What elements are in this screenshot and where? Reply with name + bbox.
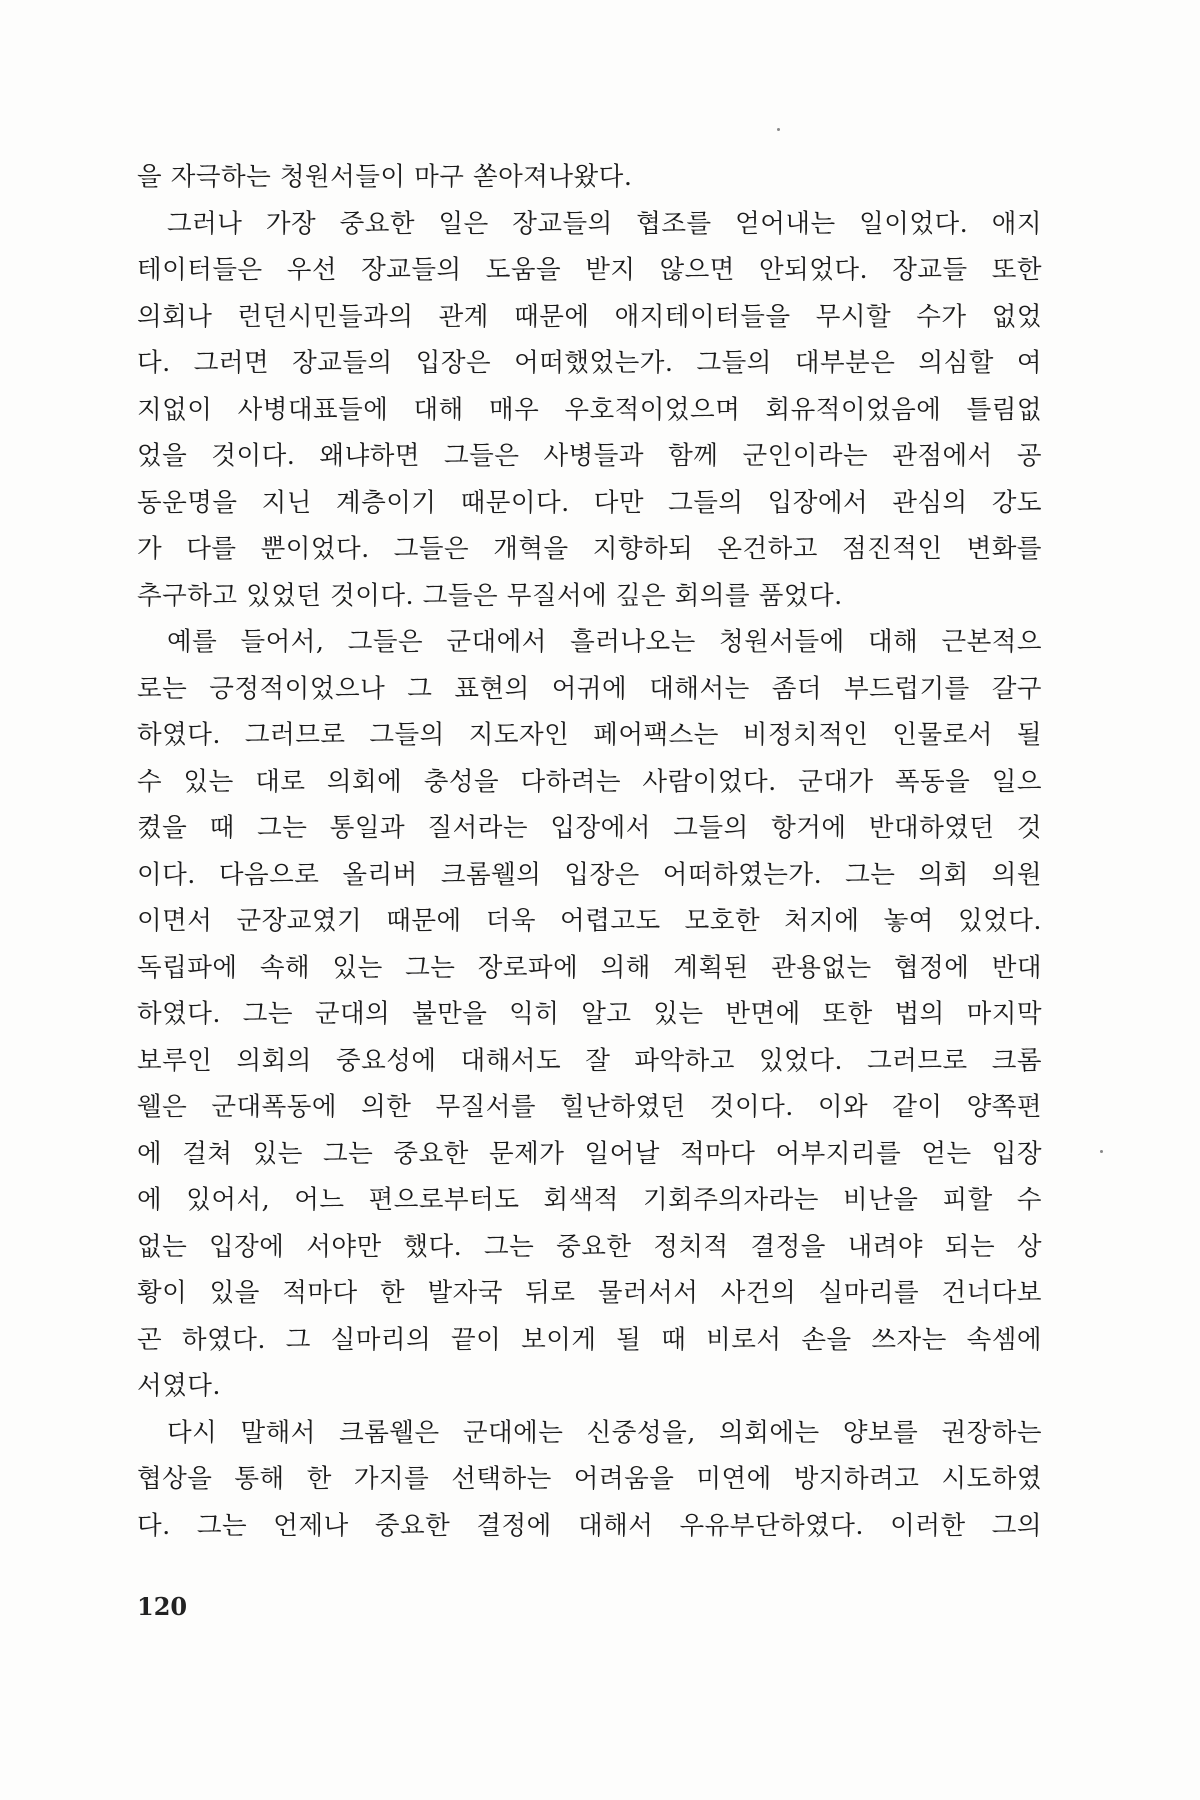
text-line: 하였다. 그는 군대의 불만을 익히 알고 있는 반면에 또한 법의 마지막 bbox=[137, 999, 1042, 1029]
text-line: 그러나 가장 중요한 일은 장교들의 협조를 얻어내는 일이었다. 애지 bbox=[167, 208, 1042, 239]
text-line: 보루인 의회의 중요성에 대해서도 잘 파악하고 있었다. 그러므로 크롬 bbox=[137, 1045, 1042, 1076]
scan-speck bbox=[777, 128, 780, 131]
scan-speck bbox=[1100, 1150, 1103, 1153]
text-line: 곤 하였다. 그 실마리의 끝이 보이게 될 때 비로서 손을 쓰자는 속셈에 bbox=[137, 1324, 1042, 1355]
text-line: 켰을 때 그는 통일과 질서라는 입장에서 그들의 항거에 반대하였던 것 bbox=[137, 813, 1042, 843]
page-number: 120 bbox=[137, 1592, 188, 1621]
text-line: 에 있어서, 어느 편으로부터도 회색적 기회주의자라는 비난을 피할 수 bbox=[137, 1185, 1042, 1215]
text-line: 예를 들어서, 그들은 군대에서 흘러나오는 청원서들에 대해 근본적으 bbox=[167, 627, 1042, 657]
text-line: 로는 긍정적이었으나 그 표현의 어귀에 대해서는 좀더 부드럽기를 갈구 bbox=[137, 673, 1042, 704]
text-line: 동운명을 지닌 계층이기 때문이다. 다만 그들의 입장에서 관심의 강도 bbox=[137, 487, 1042, 518]
text-line: 다. 그러면 장교들의 입장은 어떠했었는가. 그들의 대부분은 의심할 여 bbox=[137, 348, 1042, 378]
text-line: 하였다. 그러므로 그들의 지도자인 페어팩스는 비정치적인 인물로서 될 bbox=[137, 720, 1042, 750]
text-line: 지없이 사병대표들에 대해 매우 우호적이었으며 회유적이었음에 틀림없 bbox=[137, 394, 1042, 425]
text-line: 없는 입장에 서야만 했다. 그는 중요한 정치적 결정을 내려야 되는 상 bbox=[137, 1231, 1042, 1262]
text-line: 웰은 군대폭동에 의한 무질서를 힐난하였던 것이다. 이와 같이 양쪽편 bbox=[137, 1092, 1042, 1122]
text-line: 었을 것이다. 왜냐하면 그들은 사병들과 함께 군인이라는 관점에서 공 bbox=[137, 441, 1042, 471]
text-line: 가 다를 뿐이었다. 그들은 개혁을 지향하되 온건하고 점진적인 변화를 bbox=[137, 534, 1042, 564]
text-line: 에 걸쳐 있는 그는 중요한 문제가 일어날 적마다 어부지리를 얻는 입장 bbox=[137, 1138, 1042, 1169]
text-line: 의회나 런던시민들과의 관계 때문에 애지테이터들을 무시할 수가 없었 bbox=[137, 301, 1042, 332]
text-line: 테이터들은 우선 장교들의 도움을 받지 않으면 안되었다. 장교들 또한 bbox=[137, 255, 1042, 285]
text-line: 황이 있을 적마다 한 발자국 뒤로 물러서서 사건의 실마리를 건너다보 bbox=[137, 1278, 1042, 1308]
body-text bbox=[137, 154, 1042, 1549]
text-line: 협상을 통해 한 가지를 선택하는 어려움을 미연에 방지하려고 시도하였 bbox=[137, 1464, 1042, 1494]
text-line: 추구하고 있었던 것이다. 그들은 무질서에 깊은 회의를 품었다. bbox=[137, 580, 843, 611]
text-line: 을 자극하는 청원서들이 마구 쏟아져나왔다. bbox=[137, 162, 633, 192]
text-line: 이다. 다음으로 올리버 크롬웰의 입장은 어떠하였는가. 그는 의회 의원 bbox=[137, 859, 1042, 890]
text-line: 다시 말해서 크롬웰은 군대에는 신중성을, 의회에는 양보를 권장하는 bbox=[167, 1417, 1042, 1448]
text-line: 수 있는 대로 의회에 충성을 다하려는 사람이었다. 군대가 폭동을 일으 bbox=[137, 766, 1042, 797]
text-line: 다. 그는 언제나 중요한 결정에 대해서 우유부단하였다. 이러한 그의 bbox=[137, 1510, 1042, 1541]
text-line: 독립파에 속해 있는 그는 장로파에 의해 계획된 관용없는 협정에 반대 bbox=[137, 952, 1042, 983]
text-line: 이면서 군장교였기 때문에 더욱 어렵고도 모호한 처지에 놓여 있었다. bbox=[137, 906, 1042, 936]
text-line: 서였다. bbox=[137, 1371, 222, 1401]
